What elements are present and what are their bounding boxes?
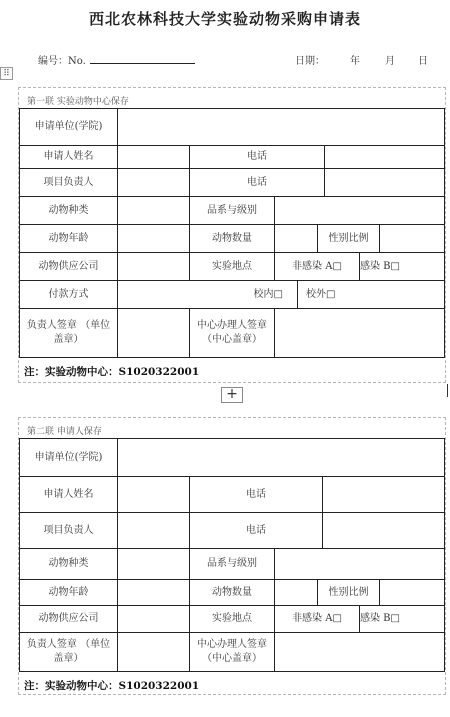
phone-label: 电话 <box>190 477 323 513</box>
form-table <box>19 108 445 358</box>
sex-ratio-label: 性别比例 <box>318 225 380 253</box>
project-lead-label: 项目负责人 <box>20 169 118 197</box>
section-label: 第二联 申请人保存 <box>27 427 102 437</box>
offcampus-checkbox[interactable]: 校外□ <box>298 281 445 309</box>
project-lead-input[interactable] <box>118 513 190 549</box>
applicant-label: 申请人姓名 <box>20 477 118 513</box>
phone-input[interactable] <box>323 513 445 549</box>
location-label: 实验地点 <box>190 606 275 633</box>
center-note: 注：实验动物中心：S1020322001 <box>24 680 200 692</box>
project-lead-label: 项目负责人 <box>20 513 118 549</box>
supplier-input[interactable] <box>118 253 190 281</box>
unit-input[interactable] <box>118 439 445 477</box>
infect-checkbox[interactable]: 感染 B□ <box>360 606 445 633</box>
lead-signature-input[interactable] <box>118 309 190 358</box>
number-label: 编号：No. <box>38 56 86 67</box>
quantity-input[interactable] <box>275 580 318 606</box>
unit-label: 申请单位(学院) <box>20 109 118 146</box>
applicant-input[interactable] <box>118 146 190 169</box>
quantity-input[interactable] <box>275 225 318 253</box>
applicant-input[interactable] <box>118 477 190 513</box>
center-note: 注：实验动物中心：S1020322001 <box>24 366 200 378</box>
lead-signature-label: 负责人签章 （单位盖章） <box>20 633 118 672</box>
sex-ratio-input[interactable] <box>380 580 445 606</box>
phone-input[interactable] <box>325 169 445 197</box>
age-input[interactable] <box>118 225 190 253</box>
center-signature-label: 中心办理人签章 （中心盖章） <box>190 633 275 672</box>
form-title: 西北农林科技大学实验动物采购申请表 <box>88 10 361 28</box>
section-applicant-copy <box>18 417 446 695</box>
strain-label: 品系与级别 <box>190 549 275 580</box>
form-table <box>19 438 445 672</box>
year-label: 年 <box>350 56 360 67</box>
strain-label: 品系与级别 <box>190 197 275 225</box>
species-label: 动物种类 <box>20 197 118 225</box>
age-input[interactable] <box>118 580 190 606</box>
table-move-handle-icon[interactable]: ⠿ <box>0 67 13 80</box>
phone-input[interactable] <box>323 477 445 513</box>
sex-ratio-input[interactable] <box>380 225 445 253</box>
section-center-copy <box>18 87 446 383</box>
phone-label: 电话 <box>190 513 323 549</box>
center-signature-input[interactable] <box>275 309 445 358</box>
sex-ratio-label: 性别比例 <box>318 580 380 606</box>
location-label: 实验地点 <box>190 253 275 281</box>
supplier-label: 动物供应公司 <box>20 253 118 281</box>
noninfect-checkbox[interactable]: 非感染 A□ <box>275 606 360 633</box>
unit-label: 申请单位(学院) <box>20 439 118 477</box>
day-label: 日 <box>418 56 428 67</box>
unit-input[interactable] <box>118 109 445 146</box>
infect-checkbox[interactable]: 感染 B□ <box>360 253 445 281</box>
age-label: 动物年龄 <box>20 225 118 253</box>
quantity-label: 动物数量 <box>190 225 275 253</box>
species-input[interactable] <box>118 549 190 580</box>
date-label: 日期： <box>295 56 325 67</box>
payment-label: 付款方式 <box>20 281 118 309</box>
phone-label: 电话 <box>190 169 325 197</box>
applicant-label: 申请人姓名 <box>20 146 118 169</box>
strain-input[interactable] <box>275 549 445 580</box>
center-signature-input[interactable] <box>275 633 445 672</box>
species-input[interactable] <box>118 197 190 225</box>
age-label: 动物年龄 <box>20 580 118 606</box>
lead-signature-input[interactable] <box>118 633 190 672</box>
project-lead-input[interactable] <box>118 169 190 197</box>
oncampus-checkbox[interactable]: 校内□ <box>118 281 298 309</box>
lead-signature-label: 负责人签章 （单位盖章） <box>20 309 118 358</box>
month-label: 月 <box>385 56 395 67</box>
species-label: 动物种类 <box>20 549 118 580</box>
phone-input[interactable] <box>325 146 445 169</box>
text-cursor <box>447 384 448 397</box>
phone-label: 电话 <box>190 146 325 169</box>
strain-input[interactable] <box>275 197 445 225</box>
supplier-input[interactable] <box>118 606 190 633</box>
supplier-label: 动物供应公司 <box>20 606 118 633</box>
noninfect-checkbox[interactable]: 非感染 A□ <box>275 253 360 281</box>
add-row-button[interactable]: + <box>221 387 243 403</box>
section-label: 第一联 实验动物中心保存 <box>27 97 129 107</box>
center-signature-label: 中心办理人签章 （中心盖章） <box>190 309 275 358</box>
number-field[interactable] <box>90 63 195 64</box>
quantity-label: 动物数量 <box>190 580 275 606</box>
